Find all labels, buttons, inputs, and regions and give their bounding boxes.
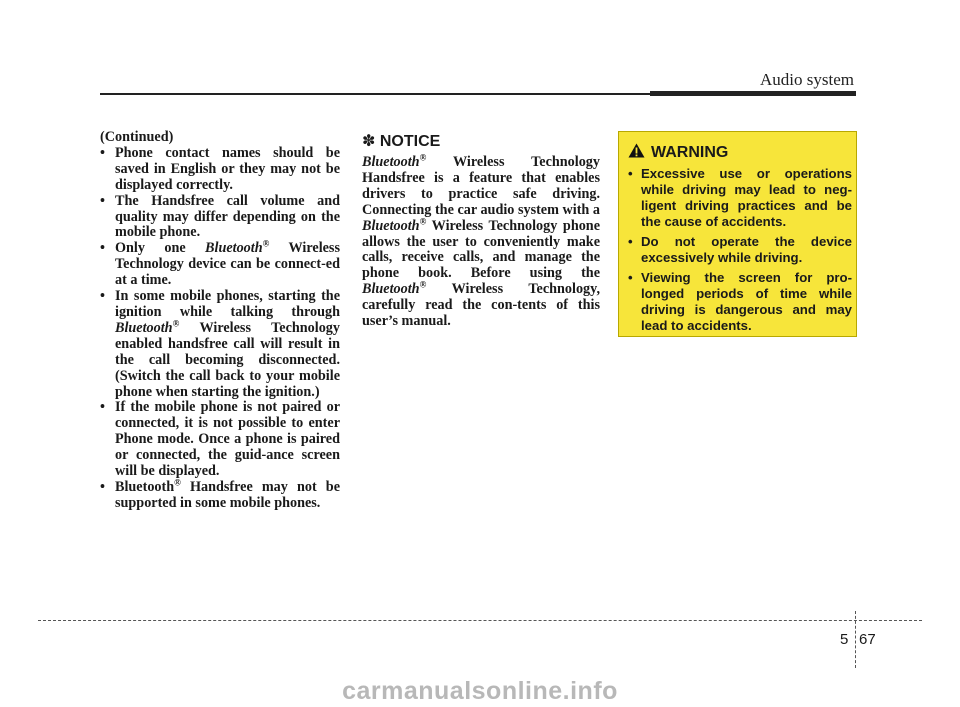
warning-list bbox=[628, 166, 852, 338]
page-number: 67 bbox=[859, 631, 876, 648]
bullet: • bbox=[100, 192, 105, 209]
brand-name: Bluetooth bbox=[205, 240, 263, 257]
list-item: • Viewing the screen for pro-longed periods of time while driving is dangerous and may lead to accidents. bbox=[628, 270, 852, 333]
warning-box bbox=[618, 131, 857, 337]
header-rule bbox=[100, 93, 650, 95]
bullet: • bbox=[100, 144, 105, 161]
list-item: • The Handsfree call volume and quality may differ depending on the mobile phone. bbox=[100, 192, 340, 241]
list-item: • Phone contact names should be saved in English or they may not be displayed correctly. bbox=[100, 144, 340, 193]
page-divider bbox=[855, 611, 856, 668]
brand-name: Bluetooth bbox=[362, 281, 420, 298]
notice-text: Bluetooth® Wireless Technology Handsfree is a feature that enables drivers to practice safe driving. Connecting the car audio system with a Bluetooth® Wireless Technology phone allows the user to conveniently make calls, receive calls, and manage the phone book. Before using the Bluetooth® Wireless Technology, carefully read the con-tents of this user’s manual. bbox=[362, 152, 600, 330]
bullet: • bbox=[628, 166, 633, 181]
header-rule-accent bbox=[650, 91, 856, 96]
bullet-list bbox=[100, 146, 340, 512]
bullet: • bbox=[628, 270, 633, 285]
chapter-number: 5 bbox=[840, 631, 849, 648]
list-item: • Only one Bluetooth® Wireless Technology device can be connect-ed at a time. bbox=[100, 238, 340, 289]
watermark: carmanualsonline.info bbox=[342, 677, 618, 705]
footer-rule bbox=[38, 620, 922, 621]
column-1 bbox=[100, 130, 340, 512]
bullet: • bbox=[100, 478, 105, 495]
bullet: • bbox=[628, 234, 633, 249]
warning-heading: WARNING bbox=[628, 143, 728, 163]
section-title: Audio system bbox=[760, 70, 854, 89]
list-item: • Bluetooth® Handsfree may not be supported in some mobile phones. bbox=[100, 477, 340, 511]
bullet: • bbox=[100, 399, 105, 416]
list-item: • In some mobile phones, starting the ignition while talking through Bluetooth® Wireless Technology enabled handsfree call will result in the call becoming disconnected. (Switch the call back to your mobile phone when starting the ignition.) bbox=[100, 288, 340, 400]
list-item: • Excessive use or operations while driving may lead to neg-ligent driving practices and be the cause of accidents. bbox=[628, 166, 852, 229]
warning-triangle-icon bbox=[628, 143, 645, 163]
brand-name: Bluetooth bbox=[115, 319, 173, 336]
notice-heading: ✽ NOTICE bbox=[362, 133, 441, 150]
continued-label: (Continued) bbox=[100, 129, 174, 145]
brand-name: Bluetooth bbox=[115, 478, 175, 495]
brand-name: Bluetooth bbox=[362, 154, 420, 170]
list-item: • If the mobile phone is not paired or connected, it is not possible to enter Phone mode. Once a phone is paired or connected, the guid-ance screen will be displayed. bbox=[100, 399, 340, 480]
bullet: • bbox=[100, 240, 105, 257]
notice-section bbox=[362, 133, 600, 330]
brand-name: Bluetooth bbox=[362, 217, 420, 234]
bullet: • bbox=[100, 288, 105, 305]
list-item: • Do not operate the device excessively while driving. bbox=[628, 234, 852, 265]
